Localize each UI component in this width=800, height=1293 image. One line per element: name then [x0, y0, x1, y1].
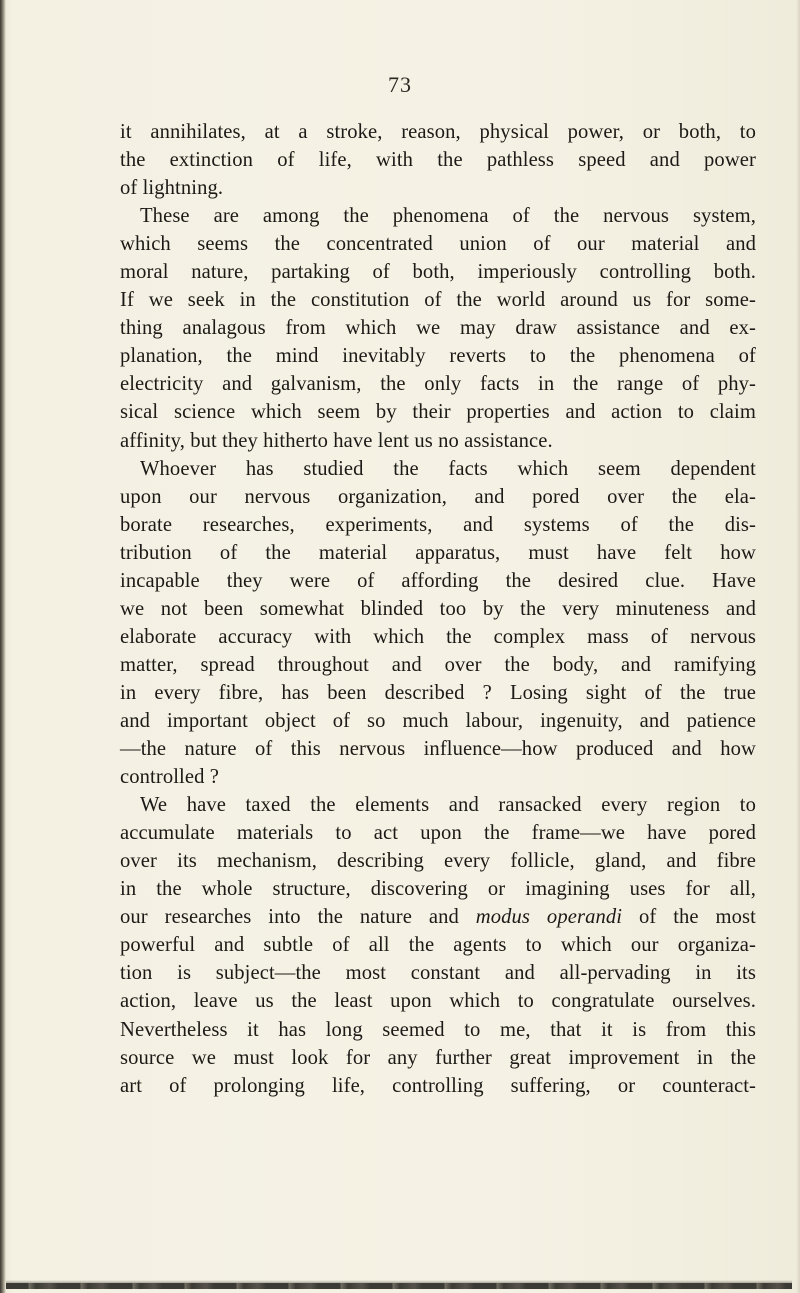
text-line-with-italic	[120, 903, 756, 931]
text-line: action, leave us the least upon which to congratulate ourselves.	[120, 990, 756, 1013]
page-number: 73	[388, 72, 412, 97]
text-line: moral nature, partaking of both, imperiously controlling both.	[120, 261, 756, 284]
text-line: affinity, but they hitherto have lent us no assistance.	[120, 429, 553, 452]
text-line: If we seek in the constitution of the world around us for some-	[120, 289, 756, 312]
page-right-edge	[796, 0, 800, 1293]
text-line: incapable they were of affording the desired clue. Have	[120, 569, 756, 592]
text-line: —the nature of this nervous influence—how produced and how	[120, 738, 756, 761]
text-line: art of prolonging life, controlling suffering, or counteract-	[120, 1074, 756, 1097]
text-line: it annihilates, at a stroke, reason, physical power, or both, to	[120, 121, 756, 143]
paragraph-start-line: We have taxed the elements and ransacked every region to	[140, 794, 756, 817]
text-line: thing analagous from which we may draw assistance and ex-	[120, 317, 756, 340]
text-line: in the whole structure, discovering or imagining uses for all,	[120, 878, 756, 901]
text-line: electricity and galvanism, the only facts in the range of phy-	[120, 373, 756, 396]
text-line: we not been somewhat blinded too by the very minuteness and	[120, 597, 756, 620]
text-line: which seems the concentrated union of our material and	[120, 233, 756, 256]
text-line: tion is subject—the most constant and all-pervading in its	[120, 962, 756, 985]
text-line: of lightning.	[120, 177, 224, 200]
paragraph-start-line: Whoever has studied the facts which seem dependent	[140, 457, 756, 480]
text-line: matter, spread throughout and over the body, and ramifying	[120, 653, 756, 676]
text-line: in every fibre, has been described ? Losing sight of the true	[120, 681, 756, 704]
text-line: tribution of the material apparatus, must have felt how	[120, 541, 756, 564]
text-line: powerful and subtle of all the agents to which our organiza-	[120, 934, 756, 957]
page-binding-edge	[0, 0, 6, 1293]
text-line: and important object of so much labour, ingenuity, and patience	[120, 709, 756, 732]
text-line: accumulate materials to act upon the frame—we have pored	[120, 822, 756, 845]
text-line: planation, the mind inevitably reverts to the phenomena of	[120, 345, 756, 368]
paragraph-start-line: These are among the phenomena of the nervous system,	[140, 205, 756, 228]
text-line: elaborate accuracy with which the complex mass of nervous	[120, 625, 756, 648]
text-line: upon our nervous organization, and pored over the ela-	[120, 485, 756, 508]
text-segment: of the most	[622, 906, 756, 929]
text-line: over its mechanism, describing every follicle, gland, and fibre	[120, 850, 756, 873]
text-line: Nevertheless it has long seemed to me, that it is from this	[120, 1018, 756, 1041]
text-line: the extinction of life, with the pathless speed and power	[120, 149, 756, 172]
body-text	[120, 118, 756, 1100]
text-line: sical science which seem by their properties and action to claim	[120, 401, 756, 424]
text-line: controlled ?	[120, 766, 219, 789]
text-segment: our researches into the nature and	[120, 906, 476, 929]
italic-phrase: modus operandi	[475, 906, 623, 929]
text-line: borate researches, experiments, and systems of the dis-	[120, 513, 756, 536]
scan-bottom-edge	[6, 1283, 792, 1289]
text-line: source we must look for any further great improvement in the	[120, 1046, 756, 1069]
